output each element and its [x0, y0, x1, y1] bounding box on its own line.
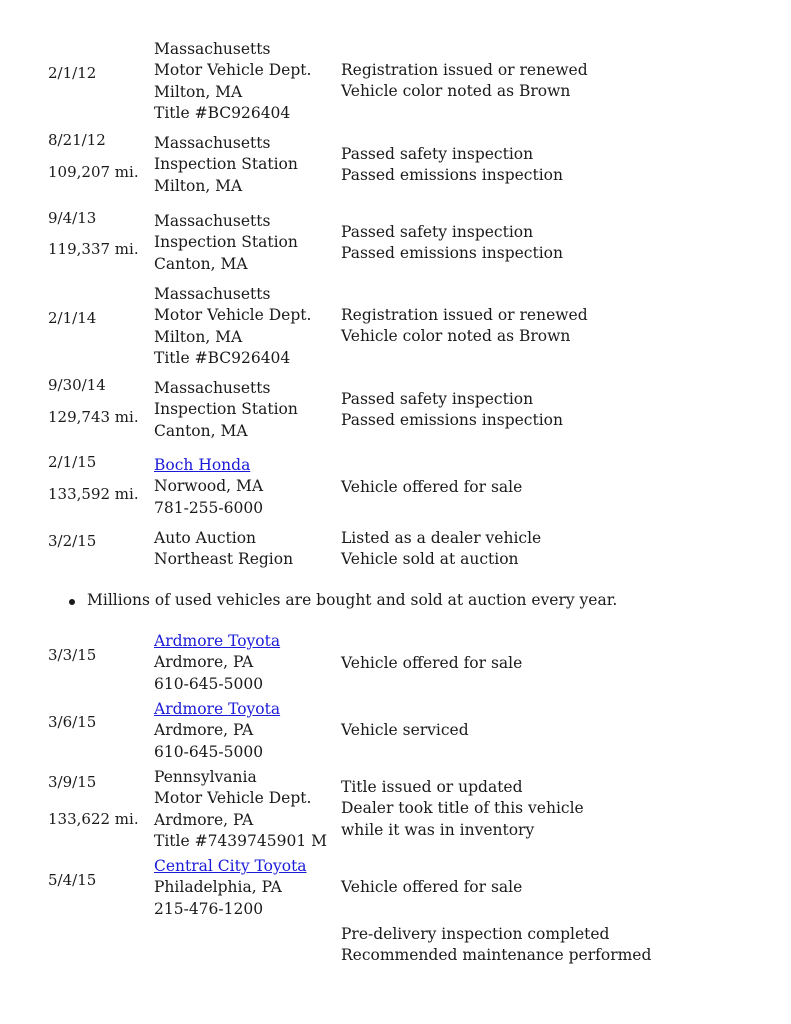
source-line: Auto Auction	[154, 529, 257, 547]
record-mileage: 133,592 mi.	[48, 485, 139, 504]
dealer-link-ardmore-toyota[interactable]: Ardmore Toyota	[154, 700, 281, 718]
record-date: 3/6/15	[48, 713, 97, 731]
source-line: Milton, MA	[154, 176, 243, 195]
record-date-column	[48, 455, 148, 506]
detail-line: Title issued or updated	[341, 778, 523, 796]
record-date-column	[48, 378, 148, 429]
record-source	[154, 133, 334, 197]
source-line: 610-645-5000	[154, 674, 264, 693]
source-line: Massachusetts	[154, 40, 271, 58]
detail-line: Passed emissions inspection	[341, 166, 563, 185]
record-details	[341, 477, 781, 498]
record-date: 9/30/14	[48, 376, 106, 394]
record-date: 2/1/15	[48, 453, 97, 471]
detail-line: Vehicle sold at auction	[341, 550, 519, 569]
source-line: 215-476-1200	[154, 899, 264, 918]
record-details	[341, 877, 781, 898]
auction-note-text: Millions of used vehicles are bought and sold at auction every year.	[87, 591, 618, 609]
detail-line: Passed safety inspection	[341, 223, 534, 241]
record-source	[154, 528, 334, 571]
record-source	[154, 856, 334, 920]
record-date: 3/3/15	[48, 646, 97, 664]
source-line: Massachusetts	[154, 134, 271, 152]
record-mileage: 119,337 mi.	[48, 240, 139, 259]
record-date: 2/1/14	[48, 309, 97, 327]
detail-line: Registration issued or renewed	[341, 61, 588, 79]
dealer-link-central-city-toyota[interactable]: Central City Toyota	[154, 857, 307, 875]
source-line: Motor Vehicle Dept.	[154, 306, 312, 325]
record-date-column	[48, 211, 148, 261]
record-date-column	[48, 856, 148, 891]
record-details	[341, 305, 781, 348]
record-date-column	[48, 39, 148, 84]
source-line: Massachusetts	[154, 379, 271, 397]
record-source	[154, 211, 334, 275]
record-date-column	[48, 631, 148, 666]
source-line: Inspection Station	[154, 233, 298, 252]
source-line: Philadelphia, PA	[154, 878, 282, 897]
record-source	[154, 455, 334, 519]
record-details	[341, 222, 781, 265]
detail-line: Passed safety inspection	[341, 145, 534, 163]
record-details	[341, 720, 781, 741]
source-line: Canton, MA	[154, 421, 248, 440]
detail-line: Listed as a dealer vehicle	[341, 529, 542, 547]
record-source	[154, 39, 334, 125]
detail-line: Passed emissions inspection	[341, 244, 563, 263]
source-line: Motor Vehicle Dept.	[154, 789, 312, 808]
record-source	[154, 631, 334, 695]
source-line: Canton, MA	[154, 254, 248, 273]
source-line: Ardmore, PA	[154, 810, 254, 829]
source-line: Inspection Station	[154, 400, 298, 419]
source-line: Pennsylvania	[154, 768, 257, 786]
source-line: Massachusetts	[154, 285, 271, 303]
record-source	[154, 699, 334, 763]
record-date-column	[48, 284, 148, 329]
source-line: Inspection Station	[154, 155, 298, 174]
source-line: Milton, MA	[154, 82, 243, 101]
detail-line: Vehicle color noted as Brown	[341, 327, 571, 346]
record-details	[341, 389, 781, 432]
detail-line: Vehicle color noted as Brown	[341, 82, 571, 101]
dealer-link-boch-honda[interactable]: Boch Honda	[154, 456, 251, 474]
source-line: 610-645-5000	[154, 742, 264, 761]
record-mileage: 109,207 mi.	[48, 163, 139, 182]
source-line: Massachusetts	[154, 212, 271, 230]
record-date: 3/9/15	[48, 773, 97, 791]
detail-line: Passed safety inspection	[341, 390, 534, 408]
record-date: 2/1/12	[48, 64, 97, 82]
record-source	[154, 378, 334, 442]
record-date: 3/2/15	[48, 532, 97, 550]
record-date: 5/4/15	[48, 871, 97, 889]
detail-line: Registration issued or renewed	[341, 306, 588, 324]
record-mileage: 133,622 mi.	[48, 810, 139, 829]
record-date: 8/21/12	[48, 131, 106, 149]
record-details	[341, 924, 781, 967]
detail-line: Dealer took title of this vehicle	[341, 799, 584, 818]
source-line: Milton, MA	[154, 327, 243, 346]
record-date: 9/4/13	[48, 209, 97, 227]
record-source	[154, 284, 334, 370]
source-line: Title #BC926404	[154, 349, 291, 368]
record-date-column	[48, 528, 148, 552]
record-details	[341, 60, 781, 103]
detail-line: Vehicle offered for sale	[341, 478, 523, 496]
record-date-column	[48, 699, 148, 733]
bullet-icon	[69, 599, 75, 605]
dealer-link-ardmore-toyota[interactable]: Ardmore Toyota	[154, 632, 281, 650]
record-source	[154, 767, 334, 853]
record-details	[341, 653, 781, 674]
source-line: 781-255-6000	[154, 498, 264, 517]
record-details	[341, 144, 781, 187]
detail-line: Passed emissions inspection	[341, 411, 563, 430]
source-line: Norwood, MA	[154, 477, 264, 496]
detail-line: Pre-delivery inspection completed	[341, 925, 610, 943]
source-line: Ardmore, PA	[154, 721, 254, 740]
detail-line: Vehicle offered for sale	[341, 878, 523, 896]
detail-line: Vehicle serviced	[341, 721, 469, 739]
source-line: Title #BC926404	[154, 104, 291, 123]
record-mileage: 129,743 mi.	[48, 408, 139, 427]
source-line: Motor Vehicle Dept.	[154, 61, 312, 80]
record-date-column	[48, 133, 148, 184]
record-details	[341, 777, 781, 841]
source-line: Title #7439745901 M	[154, 832, 327, 851]
source-line: Ardmore, PA	[154, 653, 254, 672]
detail-line: Recommended maintenance performed	[341, 946, 652, 965]
record-details	[341, 528, 781, 571]
source-line: Northeast Region	[154, 550, 294, 569]
detail-line: while it was in inventory	[341, 820, 535, 839]
detail-line: Vehicle offered for sale	[341, 654, 523, 672]
record-date-column	[48, 767, 148, 831]
